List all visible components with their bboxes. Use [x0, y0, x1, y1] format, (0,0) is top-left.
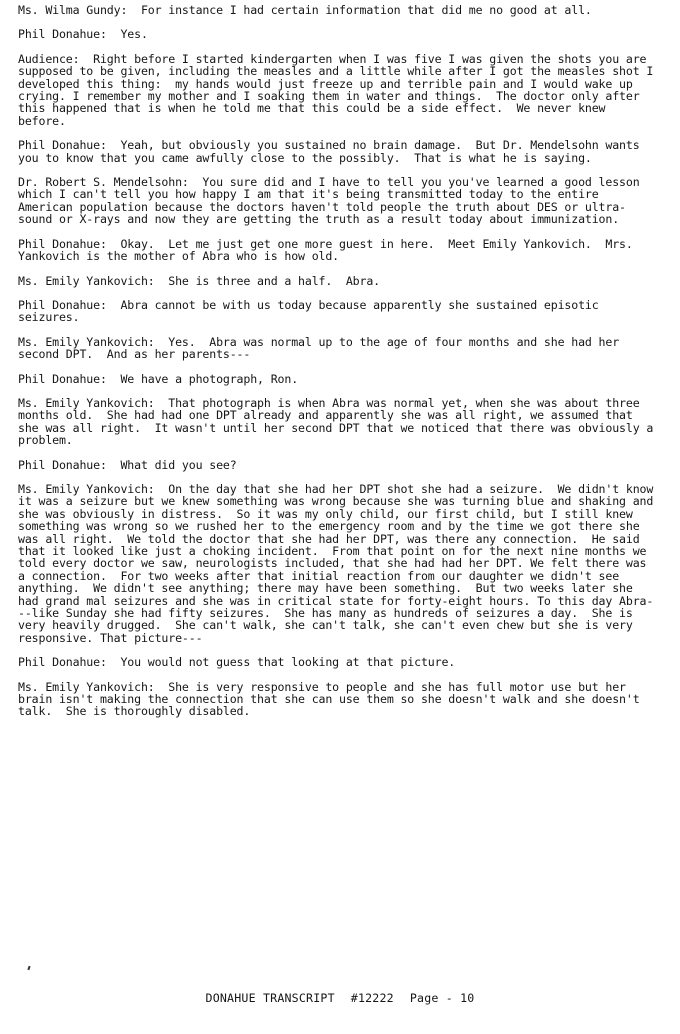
page-footer: [0, 991, 680, 1005]
transcript-paragraph: Phil Donahue: Okay. Let me just get one more guest in here. Meet Emily Yankovich. Mrs. Yankovich is the mother of Abra who is how old.: [18, 236, 640, 264]
transcript-paragraph: Phil Donahue: Yes.: [18, 27, 148, 42]
footer-number: #12222: [350, 991, 394, 1005]
transcript-paragraph: Ms. Emily Yankovich: She is very responsive to people and she has full motor use but her brain isn't making the connection that she can use them so she doesn't walk and she doesn't talk. She is thoroughly disabled.: [18, 679, 647, 719]
stray-ink-mark: [27, 966, 30, 970]
transcript-paragraph: Ms. Emily Yankovich: On the day that she had her DPT shot she had a seizure. We didn't know it was a seizure but we knew something was wrong because she was turning blue and shaking and she was obviously in distress. So it was my only child, our first child, but I still knew something was wrong so we rushed her to the emergency room and by the time we got there she was all right. We told the doctor that she had her DPT, was there any connection. He said that it looked like just a choking incident. From that point on for the next nine months we told every doctor we saw, neurologists included, that she had had her DPT. We felt there was a connection. For two weeks after that initial reaction from our daughter we didn't see anything. We didn't see anything; there may have been something. But two weeks later she had grand mal seizures and she was in critical state for forty-eight hours. To this day Abra---like Sunday she had fifty seizures. She has many as hundreds of seizures a day. She is very heavily drugged. She can't walk, she can't talk, she can't even chew but she is very responsive. That picture---: [18, 481, 661, 645]
transcript-paragraph: Phil Donahue: We have a photograph, Ron.: [18, 371, 299, 386]
footer-title: DONAHUE TRANSCRIPT: [205, 991, 335, 1005]
transcript-paragraph: Ms. Emily Yankovich: That photograph is when Abra was normal yet, when she was about three months old. She had had one DPT already and apparently she was all right, we assumed that she was all right. It wasn't until her second DPT that we noticed that there was obviously a problem.: [18, 395, 661, 448]
footer-page-label: Page - 10: [409, 991, 475, 1005]
transcript-paragraph: Ms. Emily Yankovich: Yes. Abra was normal up to the age of four months and she had her second DPT. And as her parents---: [18, 334, 626, 362]
transcript-paragraph: Ms. Wilma Gundy: For instance I had certain information that did me no good at all.: [18, 3, 592, 17]
transcript-paragraph: Phil Donahue: What did you see?: [18, 457, 237, 472]
transcript-paragraph: Phil Donahue: Yeah, but obviously you sustained no brain damage. But Dr. Mendelsohn wants you to know that you came awfully close to the possibly. That is what he is saying.: [18, 138, 647, 165]
transcript-paragraph: Phil Donahue: You would not guess that looking at that picture.: [18, 655, 456, 670]
transcript-paragraph: Dr. Robert S. Mendelsohn: You sure did and I have to tell you you've learned a good lesson which I can't tell you how happy I am that it's being transmitted today to the entire American population because the doctors haven't told people the truth about DES or ultra-sound or X-rays and now they are getting the truth as a result today about immunization.: [18, 175, 647, 227]
transcript-paragraph: Phil Donahue: Abra cannot be with us today because apparently she sustained episotic seizures.: [18, 297, 606, 325]
transcript-paragraph: Audience: Right before I started kindergarten when I was five I was given the shots you are supposed to be given, including the measles and a little while after I got the measles shot I developed this thing: my hands would just freeze up and terrible pain and I would wake up crying. I remember my mother and I soaking them in water and things. The doctor only after this happened that is when he told me that this could be a side effect. We never knew before.: [18, 51, 661, 128]
transcript-paragraph: Ms. Emily Yankovich: She is three and a half. Abra.: [18, 273, 380, 288]
